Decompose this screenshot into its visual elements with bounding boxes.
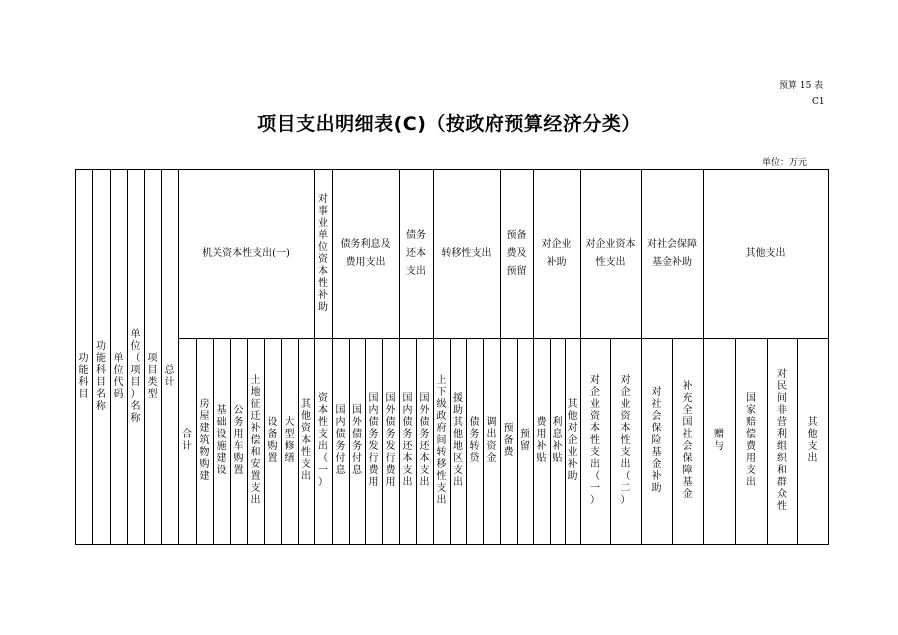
column-header-7: 房 屋 建 筑 物 购 建 — [199, 399, 210, 482]
column-header-9: 公 务 用 车 购 置 — [233, 405, 244, 476]
group-header-1: 对 事 业 单 位 资 本 性 补 助 — [318, 193, 328, 313]
form-number: 预算 15 表 — [779, 81, 824, 91]
group-header-0: 机关资本性支出(一) — [202, 247, 290, 259]
column-header-19: 国 内 债 务 还 本 支 出 — [402, 393, 413, 488]
column-header-33: 补 充 全 国 社 会 保 障 基 金 — [682, 381, 693, 500]
column-header-27: 费 用 补 贴 — [536, 417, 547, 464]
column-header-16: 国 外 债 务 付 息 — [352, 405, 362, 476]
header-1: 功 能 科 目 名 称 — [96, 340, 106, 412]
group-header-3: 债务还本支出 — [406, 229, 426, 277]
table-bottom-border — [75, 544, 829, 545]
page-title: 项目支出明细表(C)（按政府预算经济分类） — [257, 113, 641, 135]
group-header-5: 预备费及预留 — [506, 229, 527, 277]
column-header-24: 调 出 资 金 — [486, 417, 497, 464]
header-4: 项 目 类 型 — [147, 352, 158, 400]
column-header-14: 资 本 性 支 出 （ 一 ） — [318, 393, 328, 488]
column-header-13: 其 他 资 本 性 支 出 — [301, 399, 311, 482]
group-header-9: 其他支出 — [745, 247, 786, 259]
column-header-36: 对 民 间 非 营 利 组 织 和 群 众 性 — [777, 369, 787, 512]
column-header-25: 预 备 费 — [503, 423, 514, 458]
column-rule — [828, 169, 829, 545]
group-header-4: 转移性支出 — [441, 247, 492, 259]
column-header-22: 援 助 其 他 地 区 支 出 — [453, 393, 463, 488]
column-header-21: 上 下 级 政 府 间 转 移 性 支 出 — [436, 375, 447, 506]
group-header-6: 对企业补助 — [541, 238, 572, 268]
column-header-29: 其 他 对 企 业 补 助 — [567, 399, 578, 482]
column-header-26: 预 留 — [520, 429, 530, 452]
column-header-32: 对 社 会 保 险 基 金 补 助 — [651, 387, 662, 494]
column-header-23: 债 务 转 贷 — [469, 417, 480, 464]
column-header-12: 大 型 修 缮 — [284, 417, 295, 464]
group-header-8: 对社会保障基金补助 — [647, 238, 697, 268]
column-header-20: 国 外 债 务 还 本 支 出 — [419, 393, 430, 488]
column-header-6: 合 计 — [182, 429, 192, 452]
column-header-11: 设 备 购 置 — [267, 417, 278, 464]
header-2: 单 位 代 码 — [113, 352, 124, 400]
column-header-8: 基 础 设 施 建 设 — [216, 405, 227, 476]
group-header-7: 对企业资本性支出 — [585, 238, 636, 268]
column-header-18: 国 外 债 务 发 行 费 用 — [385, 393, 396, 488]
header-5: 总 计 — [164, 364, 175, 388]
unit-label: 单位：万元 — [762, 158, 808, 168]
header-0: 功 能 科 目 — [78, 352, 89, 400]
column-header-30: 对 企 业 资 本 性 支 出 （ 一 ） — [590, 375, 600, 506]
column-header-15: 国 内 债 务 付 息 — [335, 405, 346, 476]
column-header-28: 利 息 补 贴 — [552, 417, 563, 464]
column-header-37: 其 他 支 出 — [807, 417, 818, 464]
form-code: C1 — [812, 97, 825, 107]
column-header-35: 国 家 赔 偿 费 用 支 出 — [746, 393, 756, 488]
column-header-10: 土 地 征 迁 补 偿 和 安 置 支 出 — [250, 375, 261, 506]
group-header-2: 债务利息及费用支出 — [340, 238, 391, 268]
column-header-31: 对 企 业 资 本 性 支 出 （ 二 ） — [620, 375, 631, 506]
header-3: 单 位 （ 项 目 ） 名 称 — [130, 328, 141, 424]
column-header-17: 国 内 债 务 发 行 费 用 — [368, 393, 379, 488]
column-header-34: 赠 与 — [714, 429, 724, 452]
